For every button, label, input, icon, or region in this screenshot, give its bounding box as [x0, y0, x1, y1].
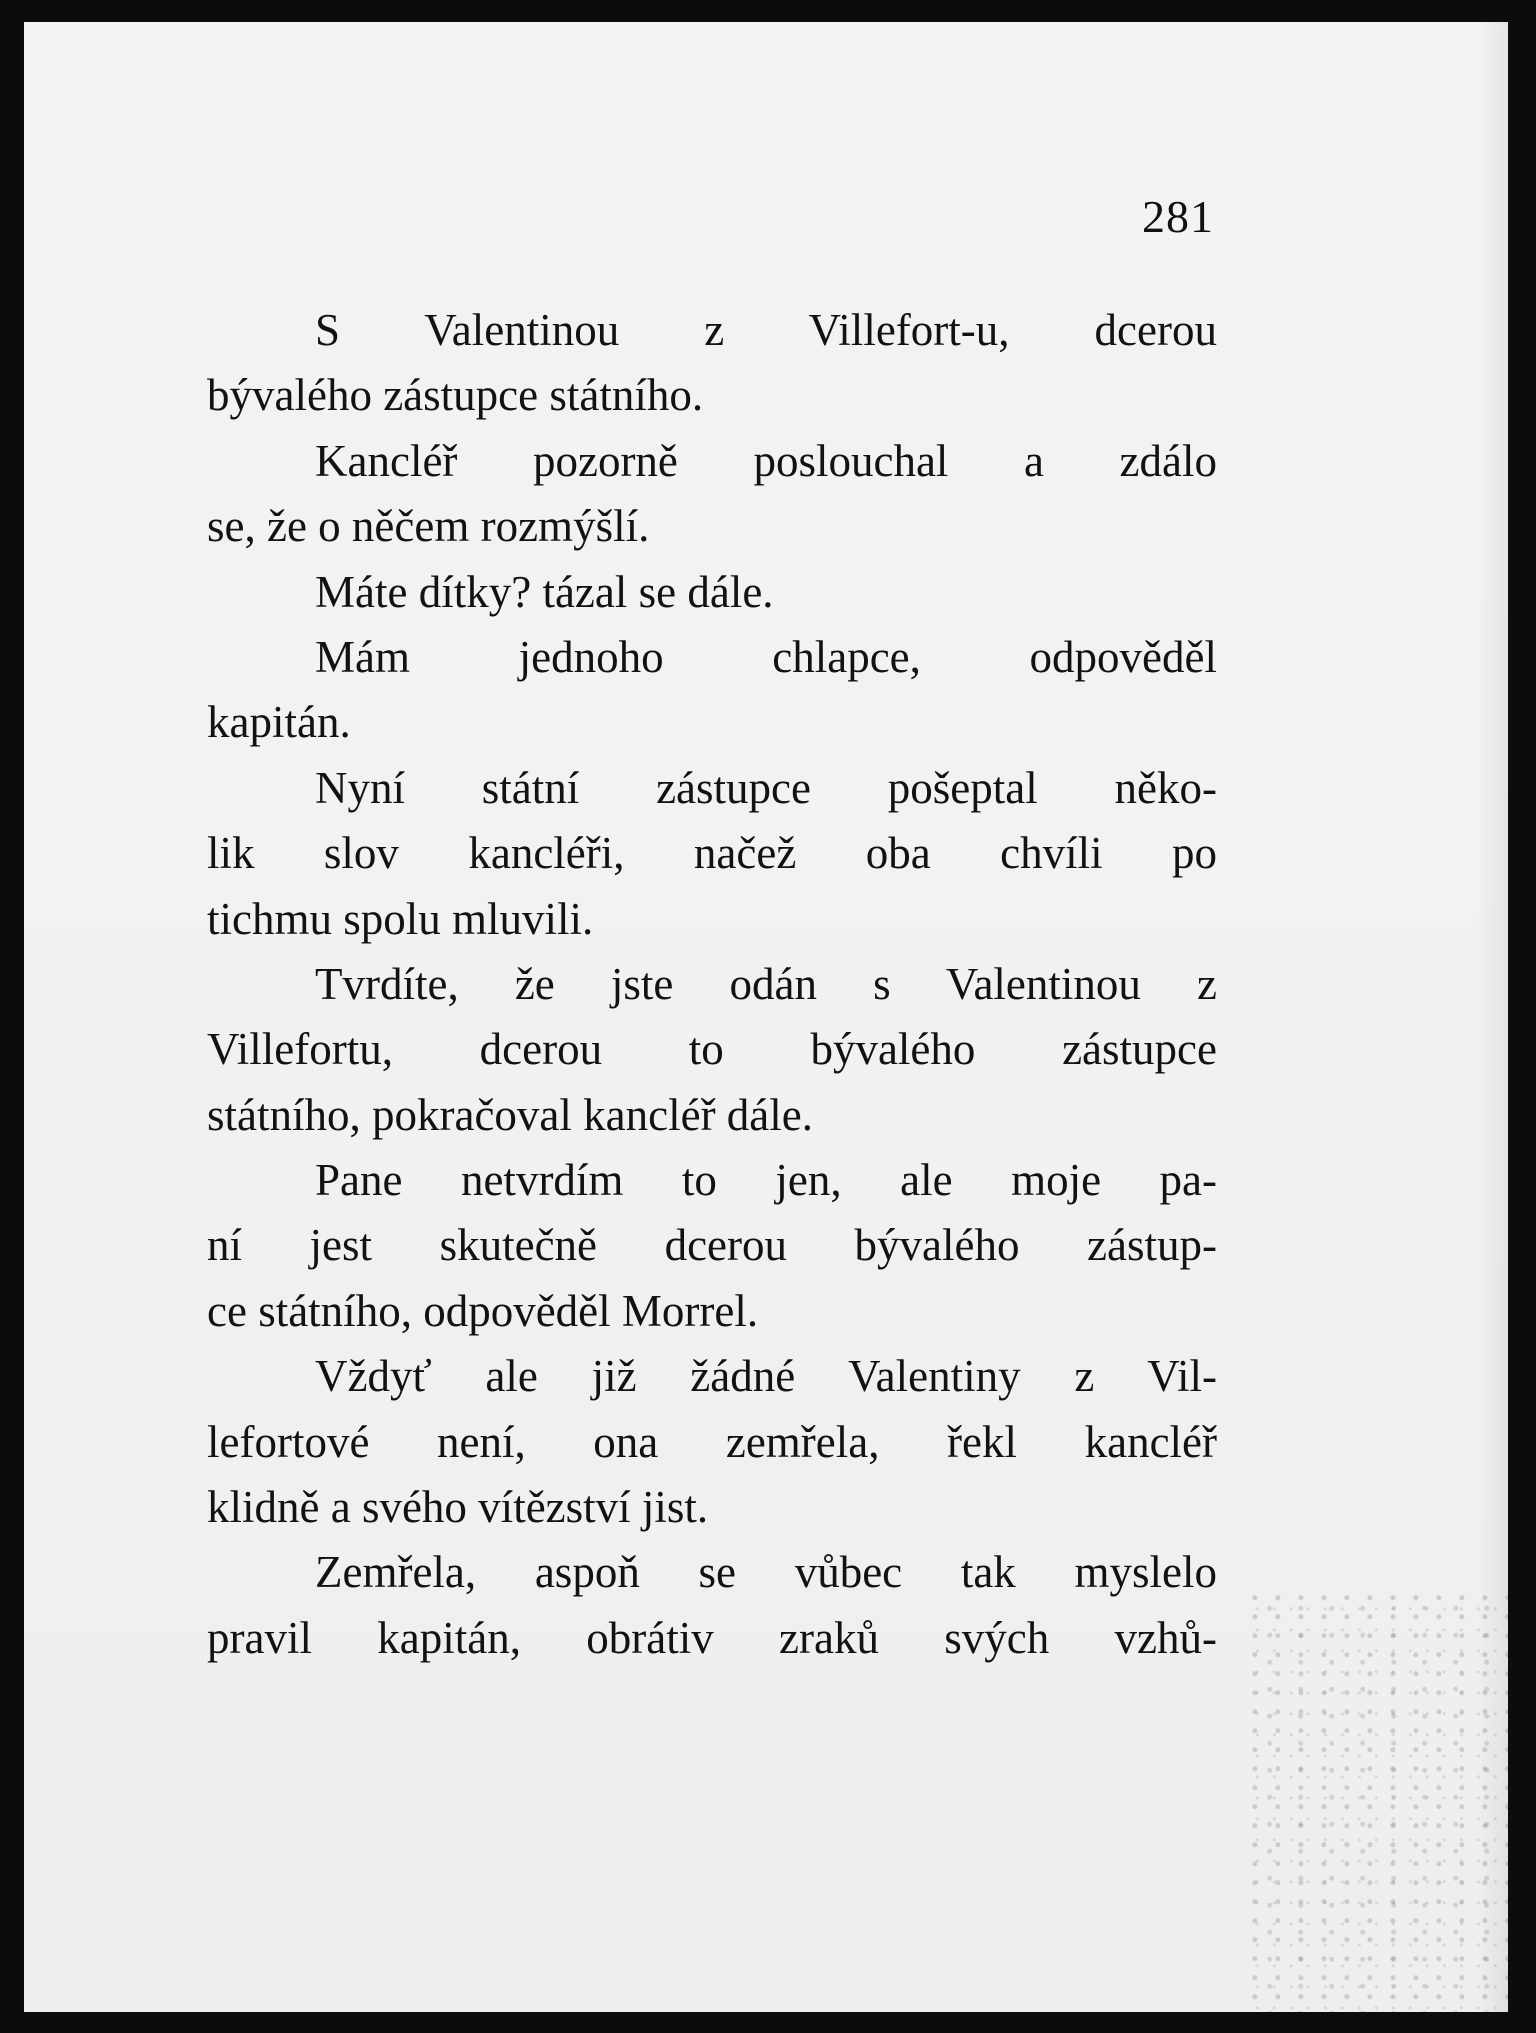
text-line: ní jest skutečně dcerou bývalého zástup-: [207, 1220, 1217, 1271]
body-text: [207, 298, 1217, 1671]
text-line: Vždyť ale již žádné Valentiny z Vil-: [315, 1351, 1217, 1402]
text-line: Zemřela, aspoň se vůbec tak myslelo: [315, 1547, 1217, 1598]
text-line: klidně a svého vítězství jist.: [207, 1482, 709, 1533]
text-line: státního, pokračoval kancléř dále.: [207, 1089, 814, 1140]
text-line: Nyní státní zástupce pošeptal něko-: [315, 762, 1217, 813]
text-line: Kancléř pozorně poslouchal a zdálo: [315, 435, 1217, 486]
text-line: Pane netvrdím to jen, ale moje pa-: [315, 1155, 1217, 1206]
text-line: Mám jednoho chlapce, odpověděl: [315, 631, 1217, 682]
text-line: Tvrdíte, že jste odán s Valentinou z: [315, 958, 1217, 1009]
text-line: kapitán.: [207, 697, 351, 748]
text-line: S Valentinou z Villefort-u, dcerou: [315, 305, 1217, 355]
text-line: lefortové není, ona zemřela, řekl kancléř: [207, 1416, 1217, 1467]
text-line: lik slov kancléři, načež oba chvíli po: [207, 828, 1217, 879]
text-line: Villefortu, dcerou to bývalého zástupce: [207, 1024, 1217, 1075]
print-speckle-noise: [1248, 1592, 1508, 2012]
page-number: 281: [1142, 191, 1214, 242]
text-line: ce státního, odpověděl Morrel.: [207, 1285, 759, 1336]
book-page: [24, 22, 1508, 2012]
text-line: se, že o něčem rozmýšlí.: [207, 501, 650, 552]
text-line: pravil kapitán, obrátiv zraků svých vzhů-: [207, 1612, 1217, 1663]
text-line: tichmu spolu mluvili.: [207, 893, 594, 944]
text-line: Máte dítky? tázal se dále.: [315, 566, 774, 617]
text-line: bývalého zástupce státního.: [207, 370, 704, 421]
